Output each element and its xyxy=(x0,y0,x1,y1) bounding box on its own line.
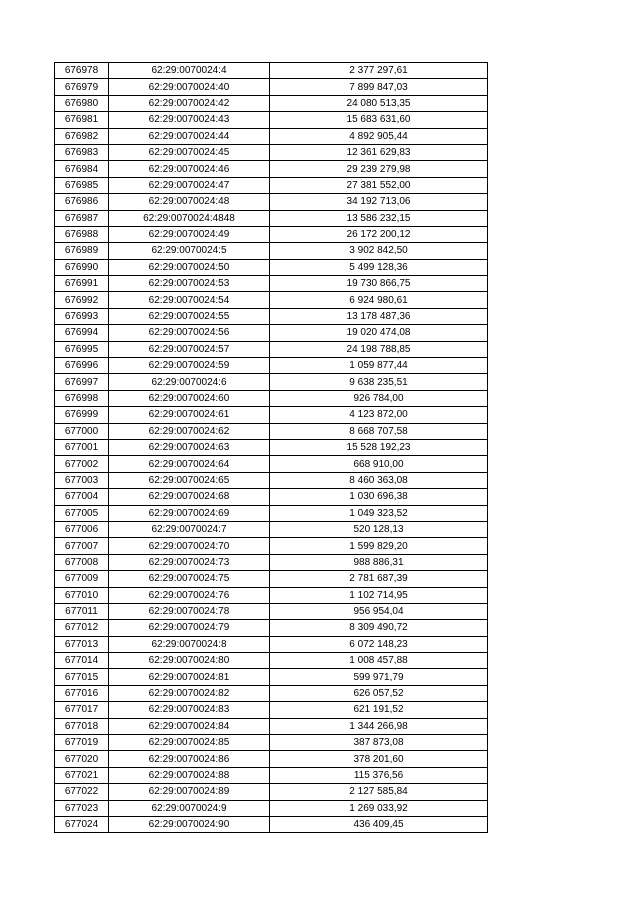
table-row xyxy=(55,718,488,734)
cadastral-number-cell: 62:29:0070024:54 xyxy=(109,292,270,308)
cadastral-number-cell: 62:29:0070024:85 xyxy=(109,735,270,751)
cadastral-value-cell: 599 971,79 xyxy=(270,669,488,685)
table-row xyxy=(55,439,488,455)
cadastral-value-cell: 6 072 148,23 xyxy=(270,636,488,652)
cadastral-number-cell: 62:29:0070024:50 xyxy=(109,259,270,275)
table-row xyxy=(55,685,488,701)
row-number-cell: 677020 xyxy=(55,751,109,767)
table-row xyxy=(55,144,488,160)
cadastral-number-cell: 62:29:0070024:53 xyxy=(109,276,270,292)
row-number-cell: 677002 xyxy=(55,456,109,472)
row-number-cell: 676982 xyxy=(55,128,109,144)
row-number-cell: 677019 xyxy=(55,735,109,751)
cadastral-number-cell: 62:29:0070024:69 xyxy=(109,505,270,521)
row-number-cell: 676988 xyxy=(55,226,109,242)
cadastral-value-cell: 29 239 279,98 xyxy=(270,161,488,177)
row-number-cell: 676999 xyxy=(55,407,109,423)
cadastral-number-cell: 62:29:0070024:8 xyxy=(109,636,270,652)
table-row xyxy=(55,489,488,505)
row-number-cell: 677018 xyxy=(55,718,109,734)
row-number-cell: 676990 xyxy=(55,259,109,275)
cadastral-value-cell: 668 910,00 xyxy=(270,456,488,472)
row-number-cell: 677011 xyxy=(55,603,109,619)
cadastral-value-cell: 3 902 842,50 xyxy=(270,243,488,259)
cadastral-number-cell: 62:29:0070024:76 xyxy=(109,587,270,603)
table-row xyxy=(55,554,488,570)
cadastral-number-cell: 62:29:0070024:5 xyxy=(109,243,270,259)
cadastral-value-cell: 926 784,00 xyxy=(270,390,488,406)
cadastral-number-cell: 62:29:0070024:9 xyxy=(109,800,270,816)
row-number-cell: 676979 xyxy=(55,79,109,95)
table-row xyxy=(55,423,488,439)
table-row xyxy=(55,636,488,652)
cadastral-number-cell: 62:29:0070024:59 xyxy=(109,358,270,374)
cadastral-value-cell: 1 059 877,44 xyxy=(270,358,488,374)
cadastral-number-cell: 62:29:0070024:47 xyxy=(109,177,270,193)
row-number-cell: 676978 xyxy=(55,63,109,79)
cadastral-number-cell: 62:29:0070024:6 xyxy=(109,374,270,390)
cadastral-value-cell: 12 361 629,83 xyxy=(270,144,488,160)
cadastral-value-cell: 115 376,56 xyxy=(270,767,488,783)
cadastral-value-cell: 378 201,60 xyxy=(270,751,488,767)
row-number-cell: 677017 xyxy=(55,702,109,718)
table-row xyxy=(55,358,488,374)
cadastral-number-cell: 62:29:0070024:63 xyxy=(109,439,270,455)
table-row xyxy=(55,505,488,521)
cadastral-number-cell: 62:29:0070024:43 xyxy=(109,112,270,128)
cadastral-number-cell: 62:29:0070024:75 xyxy=(109,571,270,587)
row-number-cell: 676989 xyxy=(55,243,109,259)
cadastral-number-cell: 62:29:0070024:4 xyxy=(109,63,270,79)
cadastral-value-cell: 1 008 457,88 xyxy=(270,653,488,669)
row-number-cell: 676994 xyxy=(55,325,109,341)
cadastral-number-cell: 62:29:0070024:88 xyxy=(109,767,270,783)
cadastral-value-cell: 27 381 552,00 xyxy=(270,177,488,193)
table-row xyxy=(55,653,488,669)
cadastral-number-cell: 62:29:0070024:45 xyxy=(109,144,270,160)
table-row xyxy=(55,292,488,308)
cadastral-value-cell: 19 020 474,08 xyxy=(270,325,488,341)
table-row xyxy=(55,456,488,472)
cadastral-number-cell: 62:29:0070024:80 xyxy=(109,653,270,669)
cadastral-value-cell: 24 080 513,35 xyxy=(270,95,488,111)
cadastral-number-cell: 62:29:0070024:86 xyxy=(109,751,270,767)
cadastral-value-cell: 15 528 192,23 xyxy=(270,439,488,455)
row-number-cell: 677015 xyxy=(55,669,109,685)
cadastral-number-cell: 62:29:0070024:81 xyxy=(109,669,270,685)
table-row xyxy=(55,374,488,390)
cadastral-value-cell: 2 377 297,61 xyxy=(270,63,488,79)
cadastral-number-cell: 62:29:0070024:44 xyxy=(109,128,270,144)
cadastral-number-cell: 62:29:0070024:7 xyxy=(109,521,270,537)
row-number-cell: 677009 xyxy=(55,571,109,587)
table-row xyxy=(55,800,488,816)
row-number-cell: 677016 xyxy=(55,685,109,701)
table-row xyxy=(55,407,488,423)
table-row xyxy=(55,538,488,554)
cadastral-value-cell: 1 049 323,52 xyxy=(270,505,488,521)
cadastral-value-cell: 621 191,52 xyxy=(270,702,488,718)
table-row xyxy=(55,751,488,767)
cadastral-value-cell: 387 873,08 xyxy=(270,735,488,751)
table-body xyxy=(55,63,488,833)
cadastral-number-cell: 62:29:0070024:84 xyxy=(109,718,270,734)
table-row xyxy=(55,308,488,324)
table-row xyxy=(55,735,488,751)
row-number-cell: 677006 xyxy=(55,521,109,537)
cadastral-number-cell: 62:29:0070024:42 xyxy=(109,95,270,111)
row-number-cell: 677001 xyxy=(55,439,109,455)
row-number-cell: 677000 xyxy=(55,423,109,439)
row-number-cell: 676984 xyxy=(55,161,109,177)
table-row xyxy=(55,194,488,210)
row-number-cell: 676995 xyxy=(55,341,109,357)
cadastral-value-cell: 1 030 696,38 xyxy=(270,489,488,505)
cadastral-number-cell: 62:29:0070024:65 xyxy=(109,472,270,488)
row-number-cell: 676985 xyxy=(55,177,109,193)
row-number-cell: 676980 xyxy=(55,95,109,111)
cadastral-value-cell: 7 899 847,03 xyxy=(270,79,488,95)
table-row xyxy=(55,816,488,832)
cadastral-number-cell: 62:29:0070024:90 xyxy=(109,816,270,832)
table-row xyxy=(55,128,488,144)
table-row xyxy=(55,325,488,341)
cadastral-number-cell: 62:29:0070024:83 xyxy=(109,702,270,718)
table-row xyxy=(55,472,488,488)
cadastral-number-cell: 62:29:0070024:40 xyxy=(109,79,270,95)
table-row xyxy=(55,276,488,292)
cadastral-number-cell: 62:29:0070024:70 xyxy=(109,538,270,554)
cadastral-number-cell: 62:29:0070024:79 xyxy=(109,620,270,636)
table-row xyxy=(55,259,488,275)
table-row xyxy=(55,161,488,177)
row-number-cell: 677007 xyxy=(55,538,109,554)
cadastral-number-cell: 62:29:0070024:55 xyxy=(109,308,270,324)
row-number-cell: 676996 xyxy=(55,358,109,374)
row-number-cell: 677004 xyxy=(55,489,109,505)
cadastral-number-cell: 62:29:0070024:61 xyxy=(109,407,270,423)
table-row xyxy=(55,63,488,79)
cadastral-value-cell: 13 178 487,36 xyxy=(270,308,488,324)
row-number-cell: 677021 xyxy=(55,767,109,783)
row-number-cell: 677003 xyxy=(55,472,109,488)
cadastral-value-cell: 15 683 631,60 xyxy=(270,112,488,128)
row-number-cell: 676986 xyxy=(55,194,109,210)
cadastral-value-cell: 2 781 687,39 xyxy=(270,571,488,587)
cadastral-number-cell: 62:29:0070024:46 xyxy=(109,161,270,177)
cadastral-value-cell: 956 954,04 xyxy=(270,603,488,619)
cadastral-number-cell: 62:29:0070024:64 xyxy=(109,456,270,472)
table-row xyxy=(55,226,488,242)
row-number-cell: 677005 xyxy=(55,505,109,521)
cadastral-value-cell: 1 344 266,98 xyxy=(270,718,488,734)
table-row xyxy=(55,587,488,603)
row-number-cell: 677022 xyxy=(55,784,109,800)
cadastral-value-cell: 1 102 714,95 xyxy=(270,587,488,603)
row-number-cell: 676987 xyxy=(55,210,109,226)
cadastral-value-cell: 4 892 905,44 xyxy=(270,128,488,144)
cadastral-value-cell: 26 172 200,12 xyxy=(270,226,488,242)
cadastral-number-cell: 62:29:0070024:48 xyxy=(109,194,270,210)
table-row xyxy=(55,95,488,111)
row-number-cell: 677014 xyxy=(55,653,109,669)
cadastral-number-cell: 62:29:0070024:68 xyxy=(109,489,270,505)
table-row xyxy=(55,521,488,537)
table-row xyxy=(55,341,488,357)
row-number-cell: 676992 xyxy=(55,292,109,308)
table-row xyxy=(55,243,488,259)
cadastral-number-cell: 62:29:0070024:78 xyxy=(109,603,270,619)
cadastral-value-cell: 1 269 033,92 xyxy=(270,800,488,816)
row-number-cell: 677010 xyxy=(55,587,109,603)
cadastral-value-cell: 19 730 866,75 xyxy=(270,276,488,292)
cadastral-value-cell: 8 460 363,08 xyxy=(270,472,488,488)
table-row xyxy=(55,571,488,587)
cadastral-value-cell: 4 123 872,00 xyxy=(270,407,488,423)
table-row xyxy=(55,390,488,406)
row-number-cell: 676997 xyxy=(55,374,109,390)
row-number-cell: 676993 xyxy=(55,308,109,324)
row-number-cell: 677008 xyxy=(55,554,109,570)
cadastral-value-cell: 9 638 235,51 xyxy=(270,374,488,390)
cadastral-number-cell: 62:29:0070024:56 xyxy=(109,325,270,341)
table-row xyxy=(55,603,488,619)
cadastral-number-cell: 62:29:0070024:73 xyxy=(109,554,270,570)
table-row xyxy=(55,620,488,636)
cadastral-number-cell: 62:29:0070024:49 xyxy=(109,226,270,242)
cadastral-value-cell: 24 198 788,85 xyxy=(270,341,488,357)
cadastral-value-cell: 626 057,52 xyxy=(270,685,488,701)
table-row xyxy=(55,177,488,193)
cadastral-number-cell: 62:29:0070024:89 xyxy=(109,784,270,800)
row-number-cell: 676991 xyxy=(55,276,109,292)
row-number-cell: 677024 xyxy=(55,816,109,832)
row-number-cell: 677013 xyxy=(55,636,109,652)
row-number-cell: 676983 xyxy=(55,144,109,160)
cadastral-number-cell: 62:29:0070024:82 xyxy=(109,685,270,701)
table-row xyxy=(55,79,488,95)
cadastral-value-cell: 8 668 707,58 xyxy=(270,423,488,439)
cadastral-value-cell: 13 586 232,15 xyxy=(270,210,488,226)
cadastral-number-cell: 62:29:0070024:4848 xyxy=(109,210,270,226)
cadastral-value-cell: 1 599 829,20 xyxy=(270,538,488,554)
cadastral-number-cell: 62:29:0070024:60 xyxy=(109,390,270,406)
cadastral-value-cell: 8 309 490,72 xyxy=(270,620,488,636)
table-row xyxy=(55,210,488,226)
table-row xyxy=(55,767,488,783)
cadastral-value-cell: 520 128,13 xyxy=(270,521,488,537)
cadastral-number-cell: 62:29:0070024:62 xyxy=(109,423,270,439)
table-row xyxy=(55,112,488,128)
cadastral-value-cell: 2 127 585,84 xyxy=(270,784,488,800)
cadastral-value-cell: 34 192 713,06 xyxy=(270,194,488,210)
row-number-cell: 676998 xyxy=(55,390,109,406)
row-number-cell: 677023 xyxy=(55,800,109,816)
cadastral-number-cell: 62:29:0070024:57 xyxy=(109,341,270,357)
row-number-cell: 677012 xyxy=(55,620,109,636)
table-row xyxy=(55,784,488,800)
row-number-cell: 676981 xyxy=(55,112,109,128)
cadastral-value-table xyxy=(54,62,488,833)
cadastral-value-cell: 436 409,45 xyxy=(270,816,488,832)
table-row xyxy=(55,702,488,718)
table-row xyxy=(55,669,488,685)
cadastral-value-cell: 5 499 128,36 xyxy=(270,259,488,275)
cadastral-value-cell: 988 886,31 xyxy=(270,554,488,570)
cadastral-value-cell: 6 924 980,61 xyxy=(270,292,488,308)
